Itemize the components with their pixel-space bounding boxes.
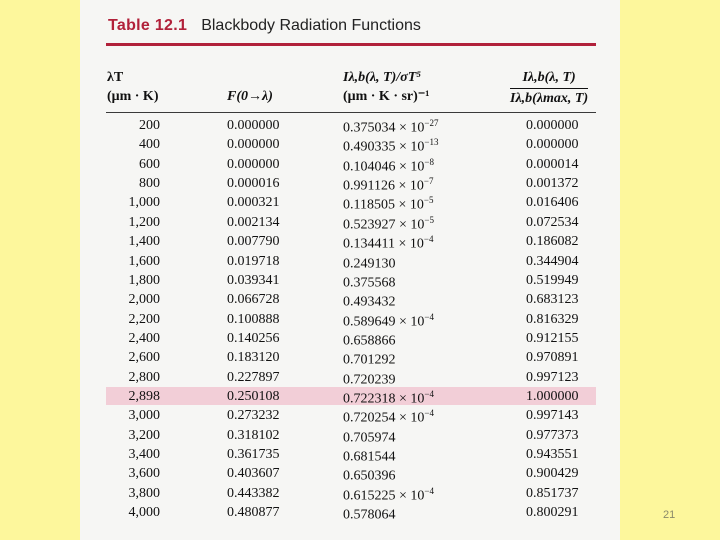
slide-number: 21 xyxy=(663,509,676,521)
cell-intensity-mantissa: 0.104046 × 10 xyxy=(343,159,425,175)
cell-intensity xyxy=(343,137,438,156)
cell-intensity xyxy=(343,331,396,350)
cell-lambda-t: 2,800 xyxy=(128,369,160,385)
cell-lambda-t: 4,000 xyxy=(128,505,160,520)
col-header-intensity xyxy=(343,68,429,106)
cell-f: 0.250108 xyxy=(227,388,280,404)
cell-intensity xyxy=(343,370,396,389)
cell-ratio: 0.943551 xyxy=(526,447,579,462)
col-header-lambda-t-line1: λT xyxy=(107,70,124,85)
cell-intensity xyxy=(343,176,433,195)
table-row xyxy=(106,311,596,330)
cell-intensity-mantissa: 0.701292 xyxy=(343,352,396,368)
cell-ratio: 0.851737 xyxy=(526,485,579,501)
cell-intensity-mantissa: 0.589649 × 10 xyxy=(343,314,425,330)
cell-intensity xyxy=(343,292,396,311)
cell-intensity-exponent: −7 xyxy=(423,176,434,187)
cell-intensity xyxy=(343,118,438,137)
cell-intensity-exponent: −5 xyxy=(423,195,434,206)
cell-ratio: 0.997123 xyxy=(526,369,579,385)
cell-f: 0.000321 xyxy=(227,195,280,211)
table-label: Table 12.1 xyxy=(108,17,188,34)
cell-f: 0.480877 xyxy=(227,505,280,520)
cell-lambda-t: 3,800 xyxy=(128,485,160,501)
cell-intensity-mantissa: 0.249130 xyxy=(343,256,396,272)
cell-intensity-mantissa: 0.991126 × 10 xyxy=(343,178,424,194)
table-title-text: Blackbody Radiation Functions xyxy=(201,17,421,34)
cell-intensity xyxy=(343,254,396,273)
cell-lambda-t: 800 xyxy=(139,176,160,192)
table-row xyxy=(106,330,596,349)
table-row xyxy=(106,504,596,523)
cell-intensity xyxy=(343,157,434,176)
col-header-ratio xyxy=(510,68,588,108)
cell-lambda-t: 3,000 xyxy=(128,408,160,424)
cell-intensity-mantissa: 0.681544 xyxy=(343,449,396,465)
table-row xyxy=(106,214,596,233)
cell-intensity-mantissa: 0.490335 × 10 xyxy=(343,139,425,155)
cell-intensity-mantissa: 0.118505 × 10 xyxy=(343,198,424,214)
cell-intensity xyxy=(343,215,434,234)
cell-ratio: 0.970891 xyxy=(526,350,579,366)
cell-lambda-t: 2,898 xyxy=(128,388,160,404)
cell-lambda-t: 200 xyxy=(139,118,160,133)
cell-intensity-exponent: −4 xyxy=(424,485,434,496)
cell-ratio: 0.000014 xyxy=(526,156,579,172)
cell-intensity xyxy=(343,505,396,524)
cell-f: 0.002134 xyxy=(227,214,280,230)
cell-lambda-t: 3,600 xyxy=(128,466,160,482)
cell-intensity-mantissa: 0.650396 xyxy=(343,468,396,484)
cell-intensity xyxy=(343,389,434,408)
cell-intensity-mantissa: 0.720239 xyxy=(343,372,396,388)
table-row xyxy=(106,465,596,484)
cell-ratio: 0.900429 xyxy=(526,466,579,482)
cell-lambda-t: 1,000 xyxy=(128,195,160,211)
cell-intensity-mantissa: 0.375568 xyxy=(343,275,396,291)
cell-intensity-mantissa: 0.375034 × 10 xyxy=(343,120,425,136)
table-row xyxy=(106,446,596,465)
cell-intensity-mantissa: 0.615225 × 10 xyxy=(343,488,425,504)
cell-ratio: 0.997143 xyxy=(526,408,579,424)
cell-intensity xyxy=(343,234,433,253)
cell-intensity-mantissa: 0.134411 × 10 xyxy=(343,236,424,252)
cell-lambda-t: 3,400 xyxy=(128,447,160,462)
cell-f: 0.066728 xyxy=(227,292,280,308)
table-title xyxy=(108,17,421,35)
cell-f: 0.000000 xyxy=(227,137,280,153)
col-header-intensity-line1: Iλ,b(λ, T)/σT⁵ xyxy=(343,70,422,85)
cell-f: 0.183120 xyxy=(227,350,280,366)
cell-intensity xyxy=(343,195,433,214)
cell-intensity-exponent: −4 xyxy=(424,408,434,419)
cell-lambda-t: 1,800 xyxy=(128,272,160,288)
cell-lambda-t: 2,000 xyxy=(128,292,160,308)
cell-intensity-mantissa: 0.705974 xyxy=(343,430,396,446)
cell-intensity xyxy=(343,428,396,447)
cell-intensity-mantissa: 0.578064 xyxy=(343,507,396,523)
cell-intensity xyxy=(343,350,396,369)
cell-ratio: 0.816329 xyxy=(526,311,579,327)
cell-ratio: 0.016406 xyxy=(526,195,579,211)
cell-ratio: 0.001372 xyxy=(526,176,579,192)
cell-intensity-exponent: −27 xyxy=(424,118,439,128)
col-header-ratio-numerator: Iλ,b(λ, T) xyxy=(522,70,576,85)
col-header-intensity-line2: (μm · K · sr)⁻¹ xyxy=(343,89,430,104)
cell-ratio: 0.912155 xyxy=(526,330,579,346)
table-row xyxy=(106,407,596,426)
table-row xyxy=(106,253,596,272)
cell-intensity-exponent: −4 xyxy=(424,311,434,322)
cell-intensity xyxy=(343,486,434,505)
cell-lambda-t: 600 xyxy=(139,156,160,172)
cell-f: 0.318102 xyxy=(227,427,280,443)
cell-intensity-exponent: −8 xyxy=(424,156,434,167)
cell-f: 0.019718 xyxy=(227,253,280,269)
table-row xyxy=(106,233,596,252)
cell-intensity-mantissa: 0.720254 × 10 xyxy=(343,410,425,426)
cell-intensity xyxy=(343,447,396,466)
cell-ratio: 0.800291 xyxy=(526,505,579,520)
cell-intensity xyxy=(343,466,396,485)
cell-f: 0.000000 xyxy=(227,118,280,133)
table-row xyxy=(106,136,596,155)
cell-lambda-t: 1,600 xyxy=(128,253,160,269)
textbook-page xyxy=(80,0,620,540)
table-row xyxy=(106,156,596,175)
cell-f: 0.443382 xyxy=(227,485,280,501)
cell-lambda-t: 2,600 xyxy=(128,350,160,366)
table-row xyxy=(106,388,596,407)
table-row xyxy=(106,291,596,310)
cell-intensity xyxy=(343,273,396,292)
cell-lambda-t: 2,400 xyxy=(128,330,160,346)
cell-ratio: 0.519949 xyxy=(526,272,579,288)
cell-intensity xyxy=(343,408,434,427)
cell-intensity-exponent: −13 xyxy=(424,137,439,148)
cell-f: 0.007790 xyxy=(227,234,280,250)
cell-ratio: 0.072534 xyxy=(526,214,579,230)
table-row xyxy=(106,272,596,291)
cell-lambda-t: 2,200 xyxy=(128,311,160,327)
cell-lambda-t: 3,200 xyxy=(128,427,160,443)
cell-ratio: 0.683123 xyxy=(526,292,579,308)
col-header-lambda-t xyxy=(107,68,158,106)
cell-lambda-t: 1,200 xyxy=(128,214,160,230)
table-top-rule xyxy=(106,43,596,46)
cell-ratio: 0.186082 xyxy=(526,234,579,250)
cell-intensity xyxy=(343,312,434,331)
table-header-rule xyxy=(106,112,596,113)
table-row xyxy=(106,117,596,136)
cell-f: 0.273232 xyxy=(227,408,280,424)
cell-intensity-exponent: −4 xyxy=(423,234,434,245)
table-row xyxy=(106,427,596,446)
cell-f: 0.403607 xyxy=(227,466,280,482)
cell-f: 0.100888 xyxy=(227,311,280,327)
cell-intensity-exponent: −5 xyxy=(424,214,434,225)
col-header-f xyxy=(227,87,273,106)
cell-intensity-mantissa: 0.493432 xyxy=(343,294,396,310)
table-row xyxy=(106,369,596,388)
table-row xyxy=(106,349,596,368)
cell-f: 0.000016 xyxy=(227,176,280,192)
cell-f: 0.140256 xyxy=(227,330,280,346)
cell-ratio: 0.000000 xyxy=(526,137,579,153)
cell-intensity-exponent: −4 xyxy=(424,388,434,399)
cell-f: 0.227897 xyxy=(227,369,280,385)
col-header-ratio-denominator: Iλ,b(λmax, T) xyxy=(510,91,589,106)
cell-f: 0.361735 xyxy=(227,447,280,462)
cell-ratio: 0.000000 xyxy=(526,118,579,133)
table-row xyxy=(106,175,596,194)
cell-f: 0.039341 xyxy=(227,272,280,288)
cell-ratio: 0.977373 xyxy=(526,427,579,443)
cell-lambda-t: 1,400 xyxy=(128,234,160,250)
table-row xyxy=(106,194,596,213)
cell-ratio: 0.344904 xyxy=(526,253,579,269)
cell-intensity-mantissa: 0.722318 × 10 xyxy=(343,391,425,407)
cell-f: 0.000000 xyxy=(227,156,280,172)
cell-ratio: 1.000000 xyxy=(526,388,579,404)
col-header-lambda-t-line2: (μm · K) xyxy=(107,89,159,104)
cell-lambda-t: 400 xyxy=(139,137,160,153)
cell-intensity-mantissa: 0.523927 × 10 xyxy=(343,217,425,233)
cell-intensity-mantissa: 0.658866 xyxy=(343,333,396,349)
table-row xyxy=(106,485,596,504)
col-header-f-text: F(0→λ) xyxy=(227,89,273,104)
